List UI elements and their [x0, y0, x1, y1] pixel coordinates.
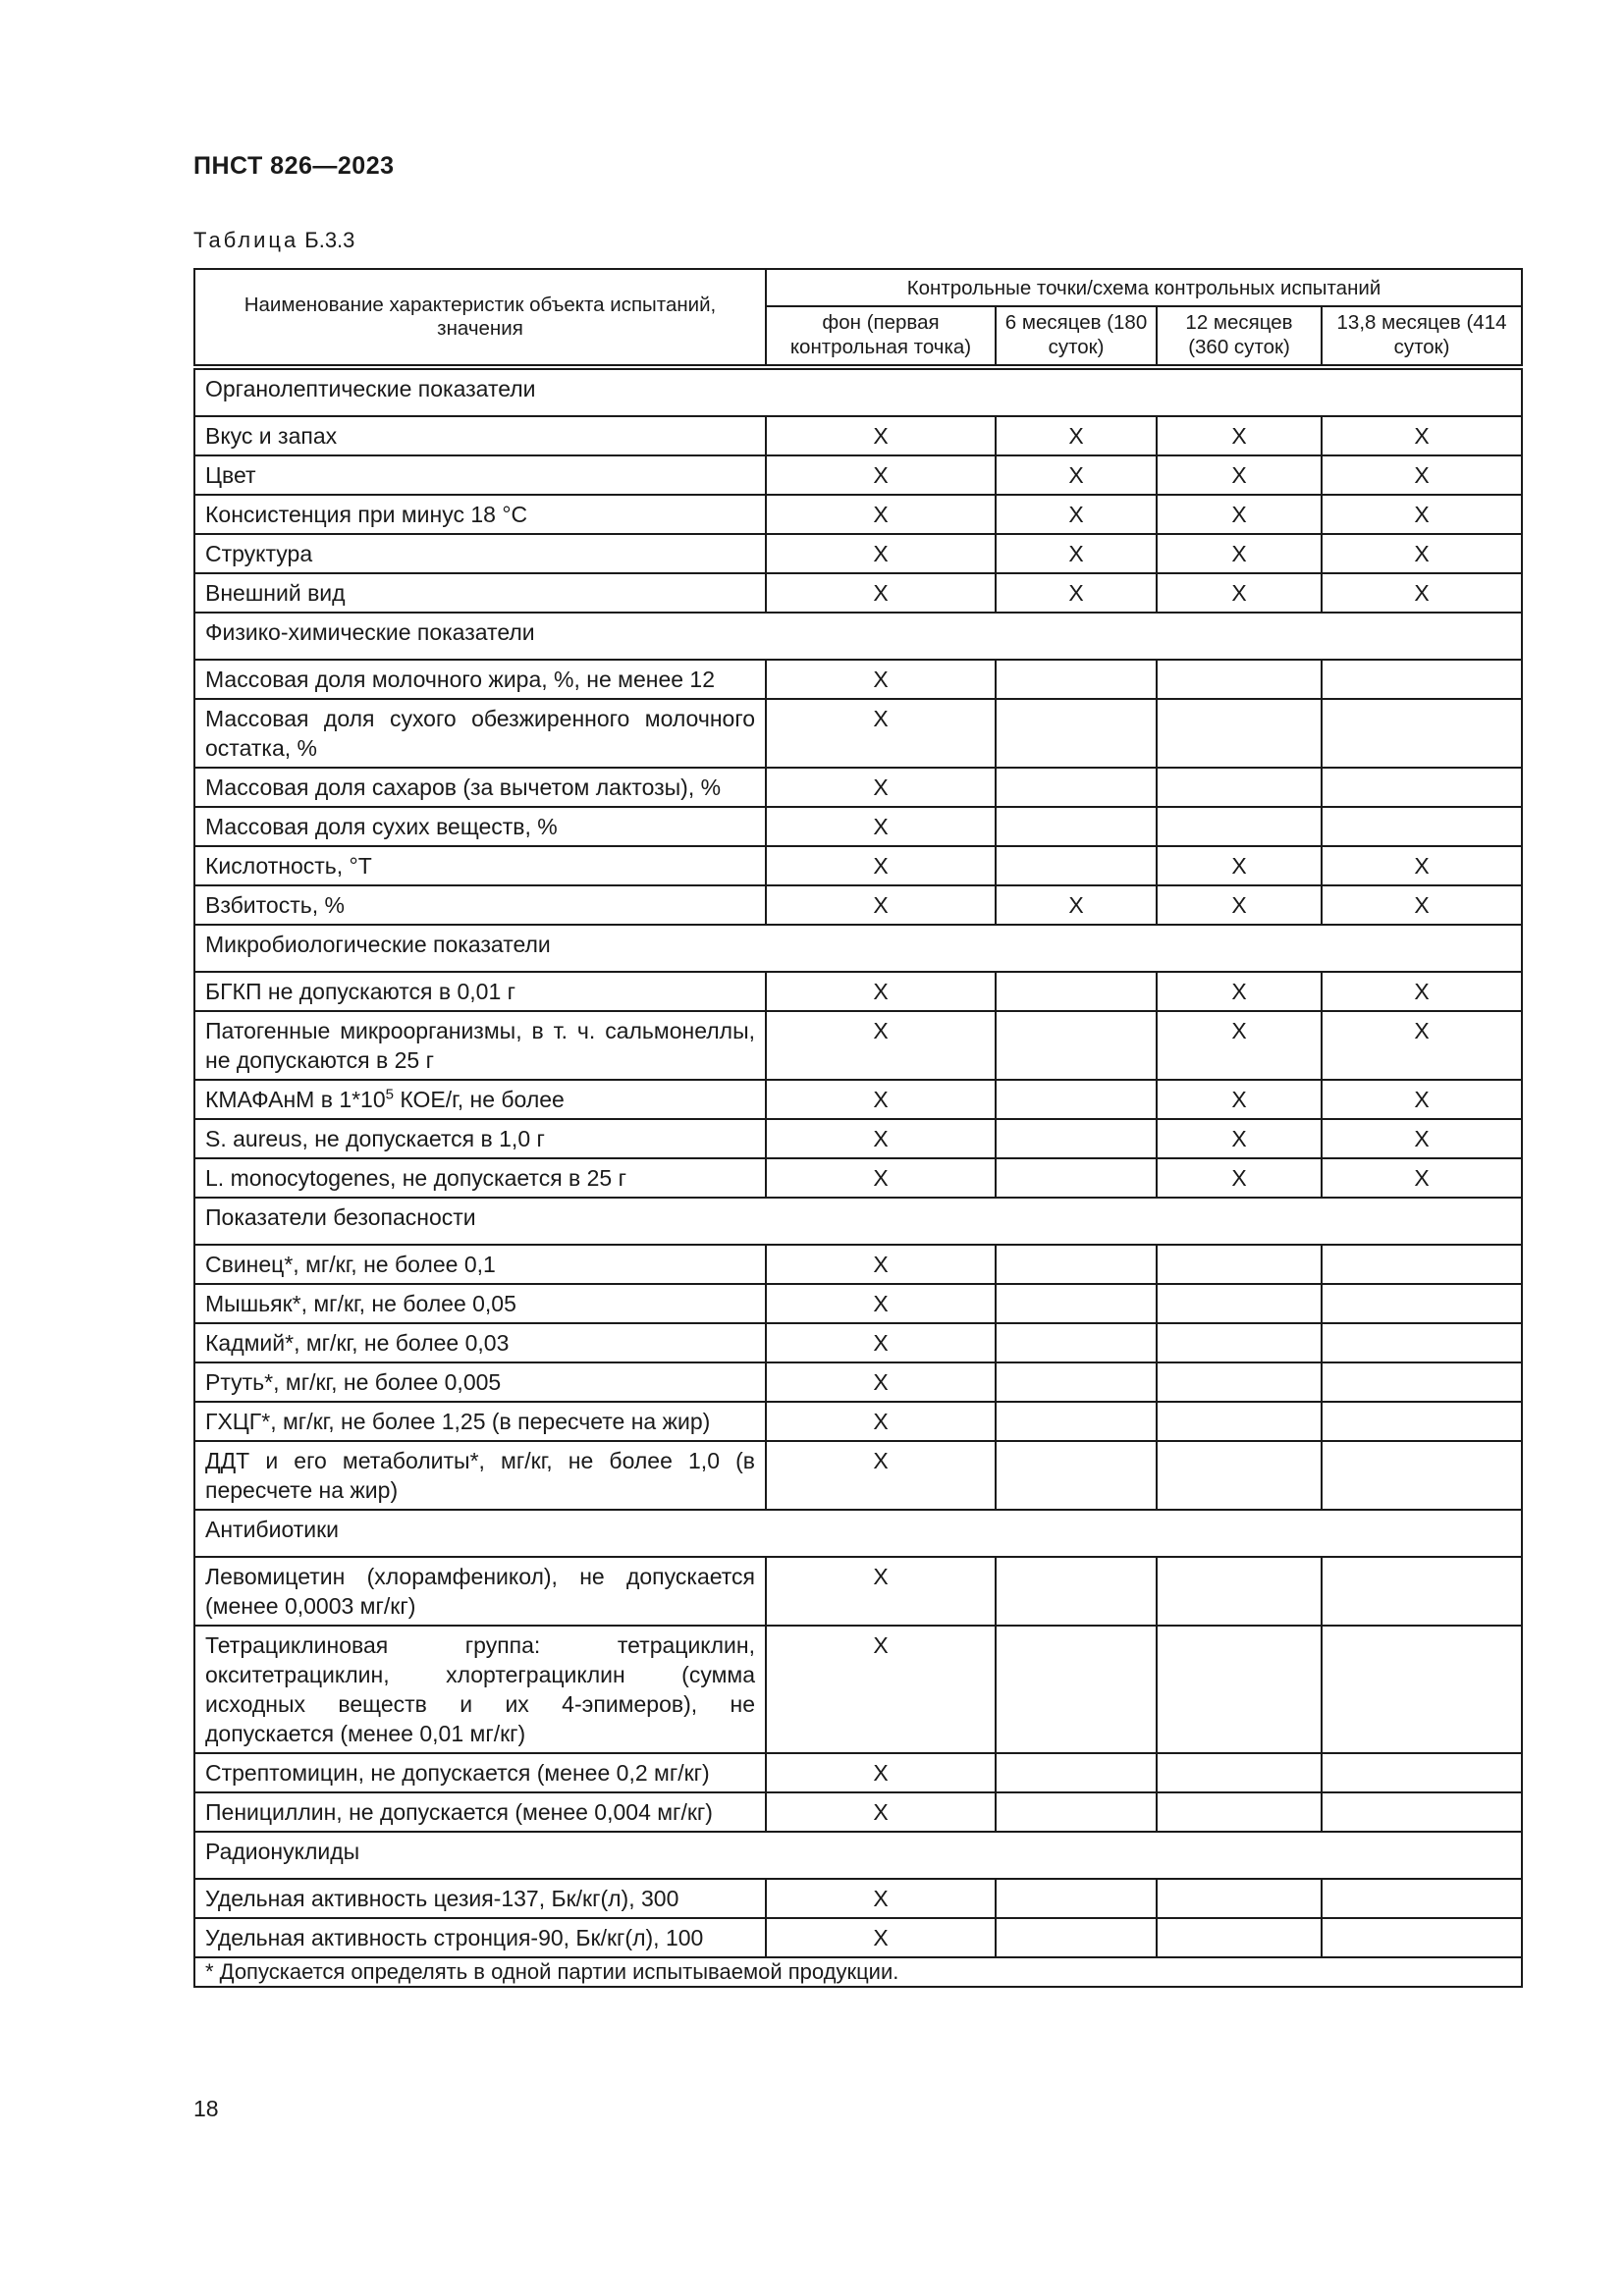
row-name-text: Массовая доля сухого обезжиренного молочного остатка, %: [205, 706, 755, 761]
row-name: [194, 1626, 766, 1753]
group-row: [194, 1198, 1522, 1245]
mark-cell: X: [1157, 534, 1322, 573]
mark-cell: X: [766, 972, 996, 1011]
document-code: ПНСТ 826—2023: [193, 152, 395, 180]
row-name-text: Кислотность, °Т: [205, 853, 372, 879]
mark-cell: X: [1322, 846, 1522, 885]
table-row: [194, 495, 1522, 534]
row-name-text: Патогенные микроорганизмы, в т. ч. сальмонеллы, не допускаются в 25 г: [205, 1018, 755, 1073]
mark-cell: [996, 1119, 1157, 1158]
mark-cell: X: [766, 807, 996, 846]
mark-cell: [996, 972, 1157, 1011]
mark-cell: X: [766, 416, 996, 455]
group-title: Микробиологические показатели: [194, 925, 1522, 972]
table-row: [194, 885, 1522, 925]
mark-cell: X: [1157, 495, 1322, 534]
mark-cell: X: [1322, 1158, 1522, 1198]
mark-cell: X: [1157, 1158, 1322, 1198]
table-row: [194, 660, 1522, 699]
mark-cell: [1157, 768, 1322, 807]
table-row: [194, 1158, 1522, 1198]
mark-cell: X: [766, 1441, 996, 1510]
mark-cell: [1157, 1557, 1322, 1626]
group-title: Физико-химические показатели: [194, 613, 1522, 660]
mark-cell: X: [766, 534, 996, 573]
mark-cell: X: [766, 1753, 996, 1792]
table-row: [194, 1402, 1522, 1441]
row-name-text: Взбитость, %: [205, 892, 345, 918]
mark-cell: X: [766, 1879, 996, 1918]
row-name-text: Свинец*, мг/кг, не более 0,1: [205, 1252, 496, 1277]
mark-cell: [996, 1284, 1157, 1323]
mark-cell: [996, 1626, 1157, 1753]
table-body: [194, 367, 1522, 1957]
group-row: [194, 613, 1522, 660]
row-name-text: КМАФАнМ в 1*10: [205, 1087, 386, 1112]
row-name-text: Массовая доля молочного жира, %, не менее 12: [205, 667, 716, 692]
row-name-text: Удельная активность стронция-90, Бк/кг(л), 100: [205, 1925, 704, 1950]
mark-cell: X: [766, 573, 996, 613]
mark-cell: X: [766, 455, 996, 495]
group-title: Радионуклиды: [194, 1832, 1522, 1879]
mark-cell: X: [1157, 972, 1322, 1011]
mark-cell: [1322, 1362, 1522, 1402]
mark-cell: [996, 846, 1157, 885]
table-row: [194, 416, 1522, 455]
row-name: [194, 534, 766, 573]
table-row: [194, 1879, 1522, 1918]
row-name: [194, 846, 766, 885]
mark-cell: [996, 699, 1157, 768]
table-row: [194, 1323, 1522, 1362]
mark-cell: [996, 1753, 1157, 1792]
mark-cell: [996, 1245, 1157, 1284]
header-column-12-months: 12 месяцев (360 суток): [1157, 306, 1322, 367]
row-name-text: L. monocytogenes, не допускается в 25 г: [205, 1165, 627, 1191]
mark-cell: X: [996, 495, 1157, 534]
mark-cell: X: [766, 1626, 996, 1753]
table-row: [194, 1557, 1522, 1626]
mark-cell: [1322, 1245, 1522, 1284]
mark-cell: [996, 807, 1157, 846]
row-name: [194, 1323, 766, 1362]
mark-cell: [1322, 1753, 1522, 1792]
mark-cell: X: [1322, 416, 1522, 455]
row-name: [194, 1362, 766, 1402]
row-name: [194, 1402, 766, 1441]
mark-cell: [1322, 660, 1522, 699]
mark-cell: [1322, 807, 1522, 846]
header-group-title: Контрольные точки/схема контрольных испытаний: [766, 269, 1522, 306]
mark-cell: [1157, 660, 1322, 699]
mark-cell: [1322, 1441, 1522, 1510]
mark-cell: X: [1322, 495, 1522, 534]
row-name-superscript: 5: [385, 1086, 394, 1103]
table-row: [194, 1918, 1522, 1957]
mark-cell: [1322, 1284, 1522, 1323]
mark-cell: [1322, 1792, 1522, 1832]
group-row: [194, 925, 1522, 972]
mark-cell: [996, 1792, 1157, 1832]
mark-cell: X: [1157, 1119, 1322, 1158]
mark-cell: [1157, 1441, 1322, 1510]
row-name-text: Консистенция при минус 18 °С: [205, 502, 528, 527]
mark-cell: [996, 1323, 1157, 1362]
mark-cell: X: [1157, 573, 1322, 613]
mark-cell: X: [766, 495, 996, 534]
row-name-text: Удельная активность цезия-137, Бк/кг(л), 300: [205, 1886, 679, 1911]
table-caption-number: Б.3.3: [304, 228, 355, 252]
row-name-text: Цвет: [205, 462, 256, 488]
row-name-text: ГХЦГ*, мг/кг, не более 1,25 (в пересчете на жир): [205, 1409, 711, 1434]
mark-cell: X: [996, 455, 1157, 495]
table-row: [194, 573, 1522, 613]
mark-cell: X: [766, 1284, 996, 1323]
row-name: [194, 1284, 766, 1323]
page-number: 18: [193, 2096, 219, 2121]
table-row: [194, 1441, 1522, 1510]
row-name: [194, 660, 766, 699]
row-name-text: S. aureus, не допускается в 1,0 г: [205, 1126, 545, 1151]
table-row: [194, 1753, 1522, 1792]
mark-cell: X: [1157, 1011, 1322, 1080]
row-name-suffix: КОЕ/г, не более: [393, 1087, 565, 1112]
row-name: [194, 885, 766, 925]
table-row: [194, 972, 1522, 1011]
group-row: [194, 1510, 1522, 1557]
mark-cell: [1157, 1362, 1322, 1402]
mark-cell: [1157, 1879, 1322, 1918]
mark-cell: [1322, 768, 1522, 807]
row-name: [194, 1245, 766, 1284]
header-column-6-months: 6 месяцев (180 суток): [996, 306, 1157, 367]
mark-cell: [996, 1158, 1157, 1198]
mark-cell: [996, 1918, 1157, 1957]
mark-cell: X: [766, 885, 996, 925]
row-name: [194, 1080, 766, 1119]
table-row: [194, 1119, 1522, 1158]
mark-cell: X: [766, 768, 996, 807]
mark-cell: [996, 1011, 1157, 1080]
mark-cell: [996, 1441, 1157, 1510]
mark-cell: X: [766, 660, 996, 699]
row-name: [194, 1879, 766, 1918]
mark-cell: [1157, 1323, 1322, 1362]
mark-cell: [1157, 807, 1322, 846]
row-name-text: Левомицетин (хлорамфеникол), не допускается (менее 0,0003 мг/кг): [205, 1564, 755, 1619]
row-name-text: БГКП не допускаются в 0,01 г: [205, 979, 516, 1004]
table-row: [194, 1362, 1522, 1402]
mark-cell: X: [766, 699, 996, 768]
table-row: [194, 1245, 1522, 1284]
row-name: [194, 1792, 766, 1832]
table-row: [194, 807, 1522, 846]
table-row: [194, 846, 1522, 885]
mark-cell: [996, 1080, 1157, 1119]
table-row: [194, 699, 1522, 768]
row-name: [194, 1441, 766, 1510]
row-name: [194, 1557, 766, 1626]
mark-cell: [996, 660, 1157, 699]
group-title: Показатели безопасности: [194, 1198, 1522, 1245]
mark-cell: X: [1322, 885, 1522, 925]
mark-cell: [1157, 699, 1322, 768]
table-row: [194, 1792, 1522, 1832]
row-name: [194, 768, 766, 807]
mark-cell: X: [1322, 1119, 1522, 1158]
test-schedule-table: [193, 268, 1523, 1988]
mark-cell: [1322, 699, 1522, 768]
mark-cell: X: [996, 573, 1157, 613]
mark-cell: X: [766, 1557, 996, 1626]
header-column-13-8-months: 13,8 месяцев (414 суток): [1322, 306, 1522, 367]
row-name-text: Ртуть*, мг/кг, не более 0,005: [205, 1369, 502, 1395]
table-row: [194, 1626, 1522, 1753]
mark-cell: X: [766, 1080, 996, 1119]
table-row: [194, 455, 1522, 495]
mark-cell: X: [1322, 455, 1522, 495]
row-name: [194, 573, 766, 613]
mark-cell: [1157, 1792, 1322, 1832]
row-name-text: Структура: [205, 541, 313, 566]
row-name-text: ДДТ и его метаболиты*, мг/кг, не более 1,0 (в пересчете на жир): [205, 1448, 755, 1503]
mark-cell: X: [1322, 573, 1522, 613]
row-name: [194, 455, 766, 495]
mark-cell: [1157, 1284, 1322, 1323]
mark-cell: X: [1157, 416, 1322, 455]
row-name-text: Стрептомицин, не допускается (менее 0,2 мг/кг): [205, 1760, 710, 1786]
table-row: [194, 1011, 1522, 1080]
table-row: [194, 534, 1522, 573]
mark-cell: [996, 1557, 1157, 1626]
mark-cell: [996, 768, 1157, 807]
table-row: [194, 768, 1522, 807]
mark-cell: [1322, 1626, 1522, 1753]
mark-cell: X: [766, 1245, 996, 1284]
row-name: [194, 1119, 766, 1158]
mark-cell: [1322, 1918, 1522, 1957]
mark-cell: X: [766, 1119, 996, 1158]
mark-cell: [1322, 1557, 1522, 1626]
mark-cell: X: [1322, 1080, 1522, 1119]
mark-cell: X: [1157, 885, 1322, 925]
row-name: [194, 1011, 766, 1080]
mark-cell: [1322, 1879, 1522, 1918]
group-title: Антибиотики: [194, 1510, 1522, 1557]
mark-cell: X: [766, 1362, 996, 1402]
row-name: [194, 807, 766, 846]
row-name: [194, 495, 766, 534]
table-header: [194, 269, 1522, 367]
header-name-column: Наименование характеристик объекта испытаний, значения: [194, 269, 766, 367]
mark-cell: [1157, 1402, 1322, 1441]
mark-cell: [1322, 1402, 1522, 1441]
group-row: [194, 1832, 1522, 1879]
mark-cell: X: [996, 534, 1157, 573]
group-title: Органолептические показатели: [194, 367, 1522, 416]
table-row: [194, 1284, 1522, 1323]
row-name: [194, 1753, 766, 1792]
mark-cell: [1322, 1323, 1522, 1362]
row-name: [194, 699, 766, 768]
mark-cell: X: [766, 1402, 996, 1441]
row-name-text: Вкус и запах: [205, 423, 338, 449]
table-footnote: * Допускается определять в одной партии испытываемой продукции.: [194, 1957, 1522, 1987]
mark-cell: X: [766, 1158, 996, 1198]
row-name-text: Внешний вид: [205, 580, 346, 606]
mark-cell: X: [996, 416, 1157, 455]
table-row: [194, 1080, 1522, 1119]
row-name-text: Мышьяк*, мг/кг, не более 0,05: [205, 1291, 516, 1316]
mark-cell: X: [766, 846, 996, 885]
mark-cell: X: [766, 1918, 996, 1957]
row-name: [194, 1918, 766, 1957]
mark-cell: [996, 1362, 1157, 1402]
mark-cell: X: [1157, 846, 1322, 885]
mark-cell: X: [766, 1011, 996, 1080]
mark-cell: X: [766, 1792, 996, 1832]
header-column-background: фон (первая контрольная точка): [766, 306, 996, 367]
row-name: [194, 416, 766, 455]
table-footnote-row: [194, 1957, 1522, 1987]
mark-cell: X: [996, 885, 1157, 925]
mark-cell: [1157, 1245, 1322, 1284]
mark-cell: X: [1157, 455, 1322, 495]
mark-cell: X: [1322, 534, 1522, 573]
mark-cell: [1157, 1753, 1322, 1792]
row-name-text: Пенициллин, не допускается (менее 0,004 мг/кг): [205, 1799, 713, 1825]
row-name: [194, 1158, 766, 1198]
row-name-text: Тетрациклиновая группа: тетрациклин, окситетрациклин, хлортеграциклин (сумма исходных веществ и их 4-эпимеров), не допускается (менее 0,01 мг/кг): [205, 1632, 755, 1746]
row-name: [194, 972, 766, 1011]
mark-cell: X: [766, 1323, 996, 1362]
table-caption-word: Таблица: [193, 228, 299, 252]
mark-cell: X: [1157, 1080, 1322, 1119]
mark-cell: [996, 1402, 1157, 1441]
mark-cell: [1157, 1626, 1322, 1753]
row-name-text: Массовая доля сухих веществ, %: [205, 814, 558, 839]
row-name-text: Кадмий*, мг/кг, не более 0,03: [205, 1330, 510, 1356]
row-name-text: Массовая доля сахаров (за вычетом лактозы), %: [205, 774, 722, 800]
mark-cell: X: [1322, 972, 1522, 1011]
mark-cell: [1157, 1918, 1322, 1957]
table-caption: [193, 228, 354, 253]
mark-cell: X: [1322, 1011, 1522, 1080]
group-row: [194, 367, 1522, 416]
mark-cell: [996, 1879, 1157, 1918]
